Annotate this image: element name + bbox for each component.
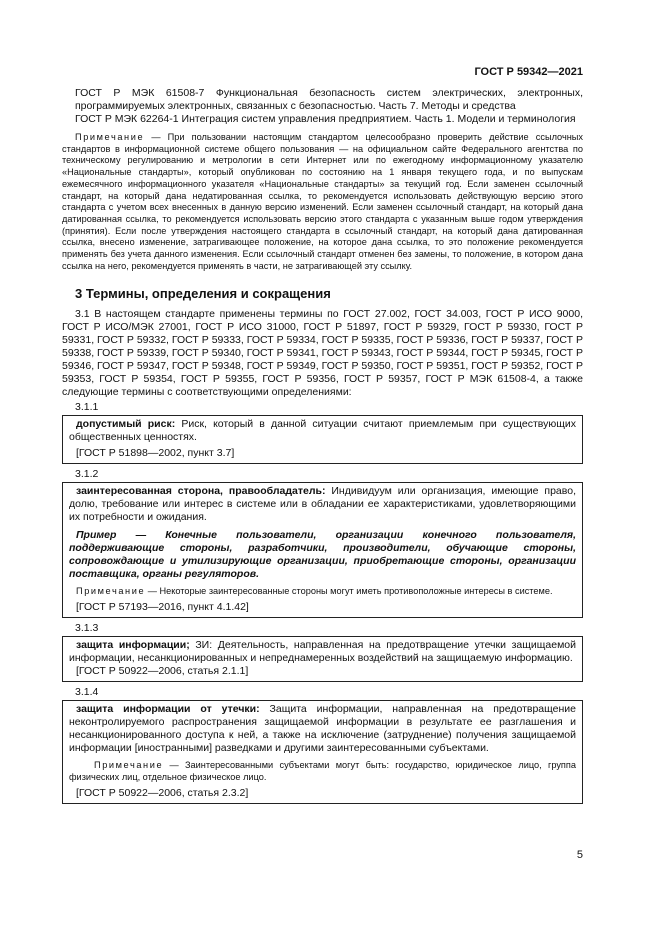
term-definition [69, 418, 576, 444]
term-source: [ГОСТ Р 50922—2006, статья 2.3.2] [76, 786, 249, 799]
term-text: Индивидуум или организация, имеющие право, долю, требование или интерес в системе или в обладании ее характеристиками, удовлетворяющими их потребности и ожидания. [69, 485, 576, 524]
note-text: — При пользовании настоящим стандартом целесообразно проверить действие ссылочных стандартов в информационной системе общего пользования — на официальном сайте Федерального агентства по техническому регулированию и метрологии в сети Интернет или по ежегодному информационному указателю «Национальные стандарты», который опубликован по состоянию на 1 января текущего года, и по выпускам ежемесячного информационного указателя «Национальные стандарты» за текущий год. Если заменен ссылочный стандарт, на который дана недатированная ссылка, то рекомендуется использовать действующую версию этого стандарта с учетом всех внесенных в данную версию изменений. Если заменен ссылочный стандарт, на который дана датированная ссылка, то рекомендуется использовать версию этого стандарта с указанным выше годом утверждения (принятия). Если после утверждения настоящего стандарта в ссылочный стандарт, на который дана датированная ссылка, внесено изменение, затрагивающее положение, на которое дана ссылка, то это положение рекомендуется применять без учета данного изменения. Если ссылочный стандарт отменен без замены, то положение, в котором дана ссылка на него, рекомендуется применять в части, не затрагивающей эту ссылку. [62, 132, 583, 271]
term-box [62, 636, 583, 682]
section-intro: 3.1 В настоящем стандарте применены термины по ГОСТ 27.002, ГОСТ 34.003, ГОСТ Р ИСО 9000, ГОСТ Р ИСО/МЭК 27001, ГОСТ Р ИСО 31000, ГОСТ Р 51897, ГОСТ Р 59329, ГОСТ Р 59330, ГОСТ Р 59331, ГОСТ Р 59332, ГОСТ Р 59333, ГОСТ Р 59334, ГОСТ Р 59335, ГОСТ Р 59336, ГОСТ Р 59337, ГОСТ Р 59338, ГОСТ Р 59339, ГОСТ Р 59340, ГОСТ Р 59341, ГОСТ Р 59343, ГОСТ Р 59344, ГОСТ Р 59345, ГОСТ Р 59346, ГОСТ Р 59347, ГОСТ Р 59348, ГОСТ Р 59349, ГОСТ Р 59350, ГОСТ Р 59351, ГОСТ Р 59352, ГОСТ Р 59353, ГОСТ Р 59354, ГОСТ Р 59355, ГОСТ Р 59356, ГОСТ Р 59357, ГОСТ Р МЭК 61508-4, а также следующие термины с соответствующими определениями: [62, 308, 583, 399]
term-definition [69, 703, 576, 755]
term-source: [ГОСТ Р 57193—2016, пункт 4.1.42] [76, 601, 249, 614]
term-text: Защита информации, направленная на предотвращение неконтролируемого распространения защищаемой информации в результате ее разглашения и несанкционированного доступа к ней, а также на исключение (затруднение) получения защищаемой информации [иностранными] разведками и другими заинтересованными субъектами. [69, 703, 576, 755]
term-text: Риск, который в данной ситуации считают приемлемым при существующих общественных ценностях. [69, 418, 576, 444]
term-name: защита информации; [76, 639, 190, 652]
reference-item: ГОСТ Р МЭК 61508-7 Функциональная безопасность систем электрических, электронных, программируемых электронных, связанных с безопасностью. Часть 7. Методы и средства [75, 87, 583, 112]
term-source: [ГОСТ Р 50922—2006, статья 2.1.1] [76, 665, 249, 678]
term-number: 3.1.2 [75, 468, 99, 481]
term-source: [ГОСТ Р 51898—2002, пункт 3.7] [76, 447, 235, 460]
note-label: Примечание [75, 132, 145, 142]
term-note [69, 760, 576, 783]
normative-references [75, 87, 583, 126]
term-example: Пример — Конечные пользователи, организации конечного пользователя, поддерживающие стороны, разработчики, производители, обучающие стороны, сопровождающие и утилизирующие организации, приобретающие стороны, организации поставщика, органы регуляторов. [69, 529, 576, 581]
note-label: Примечание [76, 586, 146, 597]
term-number: 3.1.4 [75, 686, 99, 699]
term-definition [69, 639, 576, 665]
term-name: допустимый риск: [76, 418, 176, 431]
term-note [69, 586, 576, 598]
general-note [62, 132, 583, 272]
note-text: — Некоторые заинтересованные стороны могут иметь противоположные интересы в системе. [145, 586, 553, 597]
term-name: заинтересованная сторона, правообладатель: [76, 485, 326, 498]
term-box [62, 482, 583, 618]
page-number: 5 [576, 849, 583, 861]
term-number: 3.1.1 [75, 401, 99, 414]
term-box [62, 415, 583, 464]
section-title: 3 Термины, определения и сокращения [75, 286, 331, 302]
reference-item: ГОСТ Р МЭК 62264-1 Интеграция систем управления предприятием. Часть 1. Модели и терминология [75, 113, 576, 125]
term-number: 3.1.3 [75, 622, 99, 635]
note-text: — Заинтересованными субъектами могут быть: государство, юридическое лицо, группа физических лиц, отдельное физическое лицо. [69, 760, 576, 782]
term-definition [69, 485, 576, 524]
note-label: Примечание [94, 760, 164, 771]
page-header: ГОСТ Р 59342—2021 [474, 66, 583, 78]
term-box [62, 700, 583, 803]
page-content [62, 87, 583, 808]
term-name: защита информации от утечки: [76, 703, 260, 716]
term-text: ЗИ: Деятельность, направленная на предотвращение утечки защищаемой информации, несанкционированных и непреднамеренных воздействий на защищаемую информацию. [69, 639, 577, 665]
